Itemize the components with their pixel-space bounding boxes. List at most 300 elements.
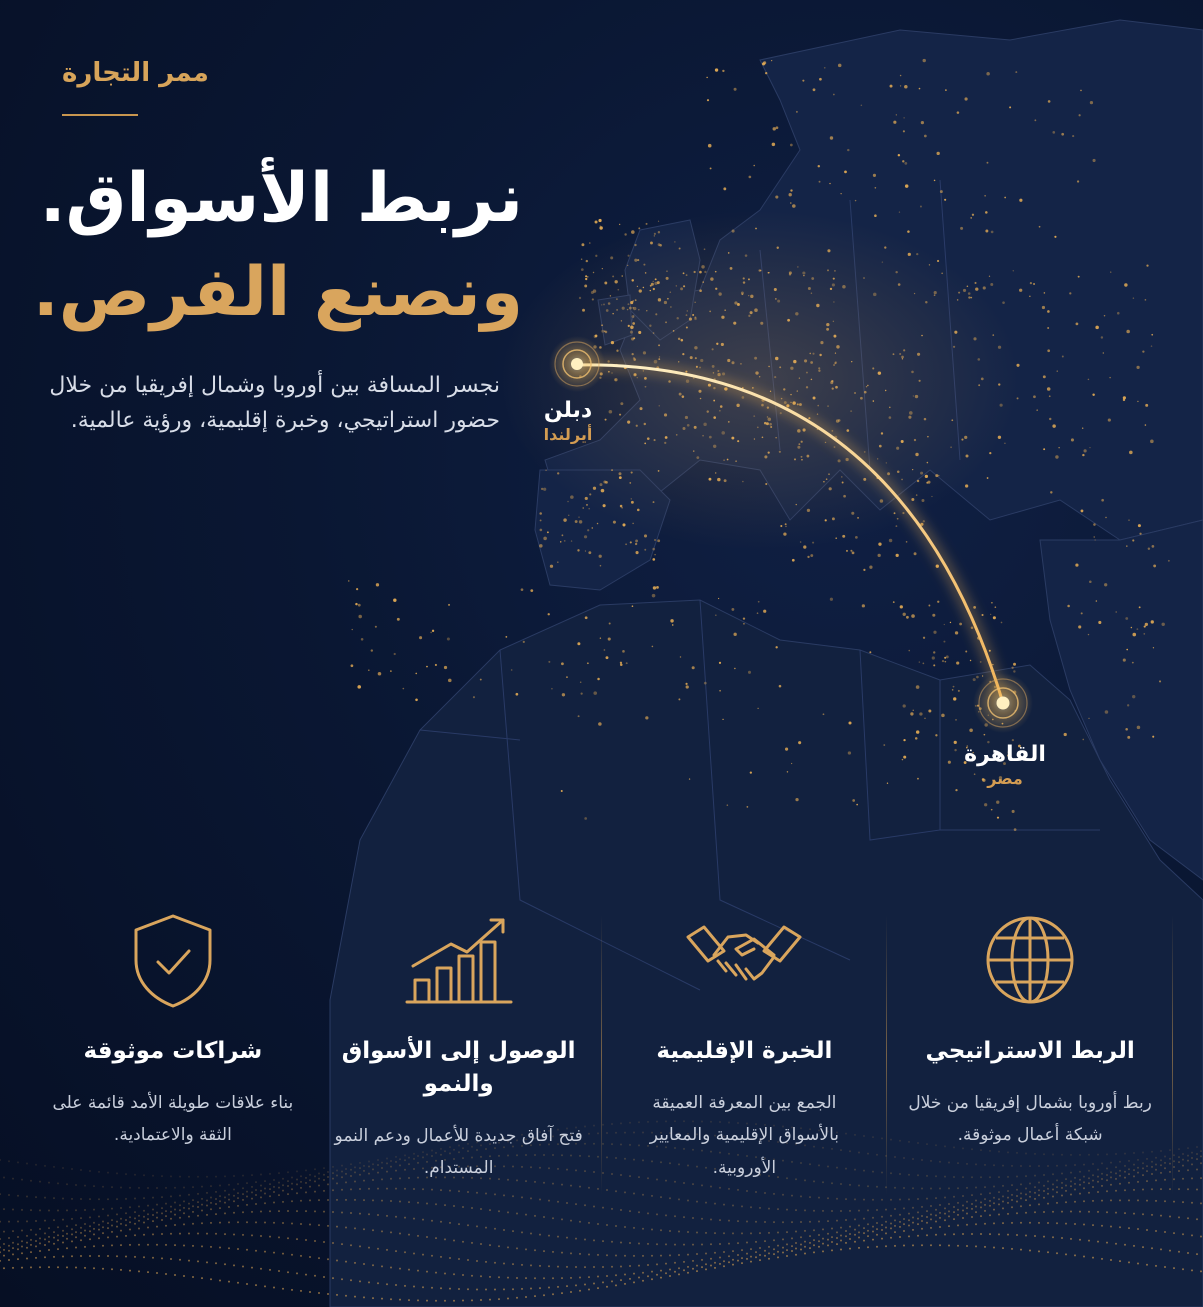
wave-dot [881,1224,883,1226]
wave-dot [606,1275,608,1277]
wave-dot [363,1263,365,1265]
wave-dot [1151,1247,1153,1249]
wave-dot [926,1234,928,1236]
wave-dot [462,1206,464,1208]
city-light-dot [1004,443,1005,444]
wave-dot [678,1231,680,1233]
wave-dot [125,1255,127,1257]
city-light-dot [644,549,646,551]
city-light-dot [447,637,450,640]
city-light-dot [715,68,718,71]
wave-dot [255,1221,257,1223]
wave-dot [746,1253,748,1255]
city-light-dot [588,551,591,554]
wave-dot [1016,1234,1018,1236]
city-light-dot [904,85,908,89]
city-light-dot [1151,345,1153,347]
wave-dot [728,1261,730,1263]
wave-dot [188,1260,190,1262]
wave-dot [44,1232,46,1234]
city-light-dot [1071,438,1074,441]
wave-dot [881,1229,883,1231]
wave-dot [885,1226,887,1228]
city-light-dot [852,799,855,802]
wave-dot [111,1225,113,1227]
wave-dot [102,1245,104,1247]
wave-dot [1200,1162,1202,1164]
city-light-dot [1132,539,1134,541]
wave-dot [804,1230,806,1232]
city-light-dot [351,664,354,667]
wave-dot [210,1278,212,1280]
wave-dot [62,1230,64,1232]
city-light-dot [997,817,999,819]
city-light-dot [749,176,752,179]
city-light-dot [1009,106,1011,108]
wave-dot [98,1229,100,1231]
city-light-dot [1110,271,1111,272]
wave-dot [161,1207,163,1209]
wave-dot [368,1247,370,1249]
city-light-dot [562,534,564,536]
city-light-dot [1019,199,1022,202]
wave-dot [116,1221,118,1223]
wave-dot [867,1209,869,1211]
city-light-dot [638,227,640,229]
wave-dot [152,1220,154,1222]
wave-dot [849,1233,851,1235]
city-light-dot [599,555,602,558]
wave-dot [318,1224,320,1226]
wave-dot [116,1213,118,1215]
wave-dot [926,1222,928,1224]
wave-dot [228,1221,230,1223]
wave-dot [282,1253,284,1255]
city-light-dot [402,688,404,690]
wave-dot [111,1208,113,1210]
wave-dot [30,1239,32,1241]
wave-dot [1083,1224,1085,1226]
wave-dot [1133,1213,1135,1215]
wave-dot [957,1214,959,1216]
growth-chart-icon [334,905,584,1015]
wave-dot [917,1211,919,1213]
wave-dot [179,1233,181,1235]
city-light-dot [1129,451,1133,455]
wave-dot [957,1209,959,1211]
city-light-dot [375,626,377,628]
wave-dot [1128,1261,1130,1263]
wave-dot [0,1159,1,1161]
city-light-dot [657,539,660,542]
city-light-dot [1126,330,1130,334]
wave-dot [444,1272,446,1274]
wave-dot [561,1218,563,1220]
city-light-dot [1075,563,1078,566]
city-light-dot [733,633,736,636]
feature-market-access-growth [316,905,602,1205]
city-light-dot [606,656,609,659]
wave-dot [1074,1223,1076,1225]
wave-dot [120,1244,122,1246]
wave-dot [404,1251,406,1253]
wave-dot [3,1267,5,1269]
wave-dot [8,1194,10,1196]
wave-dot [125,1224,127,1226]
city-light-dot [1082,739,1084,741]
wave-dot [714,1262,716,1264]
wave-dot [17,1195,19,1197]
wave-dot [525,1248,527,1250]
wave-dot [453,1300,455,1302]
wave-dot [1151,1214,1153,1216]
wave-dot [647,1264,649,1266]
city-light-dot [907,230,909,232]
wave-dot [156,1272,158,1274]
wave-dot [26,1235,28,1237]
feature-description: الجمع بين المعرفة العميقة بالأسواق الإقليمية والمعايير الأوروبية. [649,1093,840,1178]
wave-dot [881,1238,883,1240]
wave-dot [206,1214,208,1216]
wave-dot [372,1264,374,1266]
city-light-dot [772,143,775,146]
wave-dot [273,1287,275,1289]
city-light-dot [394,653,396,655]
wave-dot [570,1252,572,1254]
city-light-dot [896,114,897,115]
wave-dot [714,1267,716,1269]
wave-dot [174,1244,176,1246]
wave-dot [939,1244,941,1246]
wave-dot [143,1216,145,1218]
wave-dot [26,1220,28,1222]
wave-dot [723,1251,725,1253]
feature-title: شراكات موثوقة [83,1038,263,1064]
wave-dot [872,1217,874,1219]
wave-dot [836,1237,838,1239]
city-light-dot [893,601,895,603]
wave-dot [174,1208,176,1210]
wave-dot [75,1209,77,1211]
city-light-dot [898,154,900,156]
wave-dot [17,1248,19,1250]
wave-dot [1146,1229,1148,1231]
wave-dot [192,1223,194,1225]
city-light-dot [1144,626,1146,628]
wave-dot [521,1231,523,1233]
wave-dot [170,1258,172,1260]
city-light-dot [357,685,361,689]
wave-dot [305,1210,307,1212]
wave-dot [129,1206,131,1208]
city-light-dot [1125,617,1128,620]
wave-dot [251,1234,253,1236]
wave-dot [341,1211,343,1213]
wave-dot [233,1264,235,1266]
city-light-dot [933,631,936,634]
city-light-dot [965,484,968,487]
city-light-dot [919,88,921,90]
wave-dot [926,1210,928,1212]
wave-dot [782,1238,784,1240]
wave-dot [458,1223,460,1225]
wave-dot [30,1209,32,1211]
wave-dot [606,1286,608,1288]
wave-dot [314,1210,316,1212]
wave-dot [125,1235,127,1237]
city-light-dot [390,670,392,672]
city-light-dot [670,619,673,622]
city-light-dot [933,664,935,666]
city-light-dot [905,184,908,187]
city-light-dot [973,678,976,681]
wave-dot [147,1213,149,1215]
wave-dot [359,1213,361,1215]
wave-dot [75,1236,77,1238]
wave-dot [152,1257,154,1259]
city-light-dot [955,631,958,634]
wave-dot [165,1244,167,1246]
city-light-dot [748,671,751,674]
wave-dot [674,1215,676,1217]
wave-dot [845,1219,847,1221]
wave-dot [912,1207,914,1209]
city-light-dot [972,214,974,216]
wave-dot [1011,1222,1013,1224]
wave-dot [795,1231,797,1233]
city-light-dot [933,651,935,653]
city-light-dot [1050,491,1052,493]
wave-dot [1020,1205,1022,1207]
city-light-dot [1151,620,1154,623]
wave-dot [1173,1166,1175,1168]
wave-dot [129,1221,131,1223]
wave-dot [21,1179,23,1181]
wave-dot [188,1216,190,1218]
wave-dot [1191,1152,1193,1154]
wave-dot [359,1245,361,1247]
city-light-dot [348,580,349,581]
wave-dot [242,1211,244,1213]
wave-dot [1101,1225,1103,1227]
wave-dot [876,1234,878,1236]
city-light-dot [1061,133,1064,136]
city-light-dot [855,200,856,201]
wave-dot [638,1211,640,1213]
wave-dot [867,1230,869,1232]
wave-dot [674,1271,676,1273]
wave-dot [480,1243,482,1245]
city-light-dot [1168,560,1170,562]
wave-dot [66,1233,68,1235]
wave-dot [260,1268,262,1270]
city-light-dot [1081,510,1084,513]
wave-dot [939,1212,941,1214]
city-light-dot [840,193,841,194]
city-light-dot [584,817,587,820]
wave-dot [1160,1215,1162,1217]
city-light-dot [652,548,655,551]
wave-dot [665,1243,667,1245]
wave-dot [8,1259,10,1261]
wave-dot [840,1227,842,1229]
wave-dot [350,1244,352,1246]
wave-dot [30,1244,32,1246]
city-light-dot [541,488,543,490]
wave-dot [656,1243,658,1245]
wave-dot [683,1269,685,1271]
city-light-dot [731,608,734,611]
wave-dot [593,1239,595,1241]
city-light-dot [1052,424,1055,427]
city-light-dot [1108,418,1111,421]
city-light-dot [785,748,788,751]
wave-dot [471,1299,473,1301]
wave-dot [782,1252,784,1254]
wave-dot [836,1220,838,1222]
city-light-dot [970,217,972,219]
wave-dot [516,1247,518,1249]
wave-dot [629,1265,631,1267]
origin-city-name: دبلن [543,398,593,423]
wave-dot [80,1227,82,1229]
city-light-dot [990,283,993,286]
wave-dot [291,1222,293,1224]
city-light-dot [957,111,960,114]
wave-dot [800,1249,802,1251]
wave-dot [651,1278,653,1280]
wave-dot [1187,1147,1189,1149]
city-light-dot [604,649,606,651]
city-light-dot [686,685,689,688]
city-light-dot [973,606,976,609]
wave-dot [359,1280,361,1282]
city-light-dot [356,588,358,590]
wave-dot [854,1241,856,1243]
city-light-dot [1057,371,1058,372]
wave-dot [395,1250,397,1252]
city-light-dot [1094,539,1095,540]
city-light-dot [1145,623,1148,626]
wave-dot [89,1225,91,1227]
wave-dot [1020,1249,1022,1251]
city-light-dot [577,549,579,551]
wave-dot [183,1207,185,1209]
city-light-dot [551,688,553,690]
city-light-dot [636,551,639,554]
wave-dot [858,1224,860,1226]
wave-dot [858,1247,860,1249]
wave-dot [129,1229,131,1231]
city-light-dot [965,651,967,653]
wave-dot [723,1232,725,1234]
wave-dot [471,1275,473,1277]
city-light-dot [378,672,382,676]
wave-dot [1097,1241,1099,1243]
wave-dot [494,1262,496,1264]
wave-dot [327,1293,329,1295]
wave-dot [750,1261,752,1263]
city-light-dot [1103,352,1104,353]
city-light-dot [1036,409,1038,411]
wave-dot [674,1262,676,1264]
city-light-dot [935,734,937,736]
wave-dot [921,1228,923,1230]
city-light-dot [584,535,587,538]
city-light-dot [585,550,586,551]
wave-dot [759,1254,761,1256]
city-light-dot [900,605,903,608]
wave-dot [1173,1154,1175,1156]
wave-dot [656,1213,658,1215]
city-light-dot [991,602,993,604]
wave-dot [17,1236,19,1238]
city-light-dot [1145,404,1148,407]
wave-dot [908,1213,910,1215]
city-light-dot [919,712,922,715]
city-light-dot [600,225,601,226]
wave-dot [215,1213,217,1215]
wave-dot [1011,1248,1013,1250]
wave-dot [998,1233,1000,1235]
origin-city-label [528,398,608,444]
city-light-dot [900,85,901,86]
city-light-dot [960,227,963,230]
wave-dot [413,1218,415,1220]
city-light-dot [869,566,872,569]
city-light-dot [903,704,906,707]
city-light-dot [1137,726,1141,730]
wave-dot [786,1209,788,1211]
wave-dot [764,1250,766,1252]
wave-dot [764,1240,766,1242]
wave-dot [669,1254,671,1256]
wave-dot [170,1218,172,1220]
wave-dot [899,1221,901,1223]
wave-dot [813,1239,815,1241]
city-light-dot [723,187,726,190]
wave-dot [512,1288,514,1290]
wave-dot [876,1246,878,1248]
feature-title: الخبرة الإقليمية [656,1038,833,1064]
wave-dot [566,1237,568,1239]
wave-dot [1142,1213,1144,1215]
wave-dot [120,1207,122,1209]
wave-dot [809,1242,811,1244]
wave-dot [917,1223,919,1225]
wave-dot [692,1244,694,1246]
wave-dot [669,1230,671,1232]
wave-dot [786,1231,788,1233]
wave-dot [395,1216,397,1218]
city-light-dot [656,586,659,589]
city-light-dot [956,661,959,664]
city-light-dot [598,219,601,222]
city-light-dot [707,99,709,101]
city-light-dot [984,734,986,736]
wave-dot [323,1211,325,1213]
wave-dot [705,1252,707,1254]
city-light-dot [632,605,634,607]
wave-dot [741,1262,743,1264]
wave-dot [773,1221,775,1223]
wave-dot [21,1252,23,1254]
wave-dot [219,1247,221,1249]
wave-dot [759,1232,761,1234]
wave-dot [530,1288,532,1290]
city-light-dot [583,507,584,508]
wave-dot [615,1225,617,1227]
